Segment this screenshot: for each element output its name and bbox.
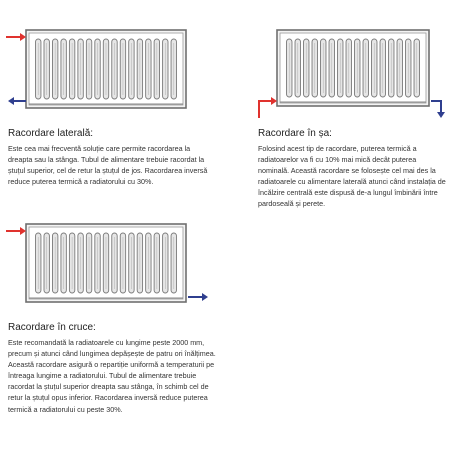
section-text: Este recomandată la radiatoarele cu lungime peste 2000 mm, precum și atunci când lungimea depășește de patru ori înălțimea. Această racordare asigură o repartiție uniformă a temperaturii pe întreaga lungime a radiatorului. Tubul de alimentare trebuie racordat la ștuțul superior dreapta sau stânga, în schimb cel de retur la ștuțul opus inferior. Racordarea inversă reduce puterea termică a radiatorului cu peste 30%.: [8, 338, 216, 414]
radiator-cross: [26, 224, 186, 302]
supply-arrow-icon: [6, 227, 26, 235]
section-heading: Racordare în cruce:: [8, 322, 96, 333]
radiator-diagram-lateral: [6, 28, 191, 118]
section-heading: Racordare laterală:: [8, 128, 94, 139]
radiator-diagram-bottom: [255, 28, 450, 123]
radiator-lateral: [26, 30, 186, 108]
section-text: Este cea mai frecventă soluție care permite racordarea la dreapta sau la stânga. Tubul de alimentare trebuie racordat la ștuțul superior, cel de retur la ștuțul de jos. Racordarea inversă reduce puterea termică a radiatorului cu 30%.: [8, 144, 208, 187]
supply-arrow-icon: [6, 33, 26, 41]
return-arrow-icon: [431, 101, 445, 118]
radiator-diagram-cross: [6, 222, 211, 312]
return-arrow-icon: [188, 293, 208, 301]
radiator-bottom: [277, 30, 429, 106]
section-heading: Racordare în șa:: [258, 128, 332, 139]
radiator-inner-frame: [280, 33, 426, 103]
section-text: Folosind acest tip de racordare, puterea termică a radiatoarelor va fi cu 10% mai mică decât puterea nominală. Această racordare se folosește cel mai des la radiatoarele cu alimentare laterală atunci când instalația de încălzire centrală este dispusă de-a lungul îmbinării între pardoseală și perete.: [258, 144, 446, 209]
return-arrow-icon: [8, 97, 26, 105]
supply-arrow-icon: [259, 97, 277, 118]
